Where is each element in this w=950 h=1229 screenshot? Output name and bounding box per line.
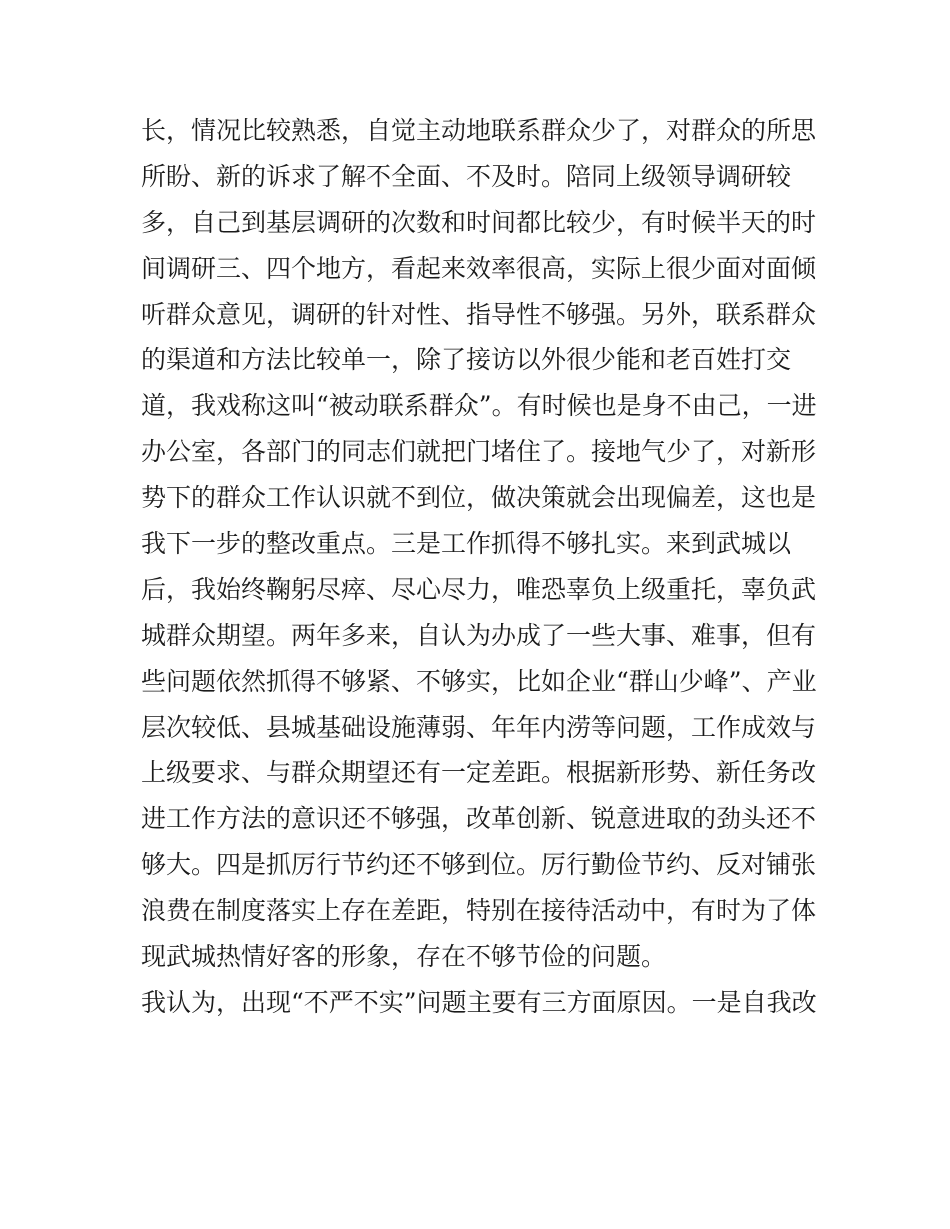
text-line: 上级要求、与群众期望还有一定差距。根据新形势、新任务改: [141, 758, 817, 788]
text-line: 办公室，各部门的同志们就把门堵住了。接地气少了，对新形: [141, 437, 817, 467]
text-line: 间调研三、四个地方，看起来效率很高，实际上很少面对面倾: [141, 253, 817, 283]
text-line: 城群众期望。两年多来，自认为办成了一些大事、难事，但有: [141, 620, 817, 650]
text-line: 长，情况比较熟悉，自觉主动地联系群众少了，对群众的所思: [141, 116, 817, 145]
body-text: [141, 108, 821, 1026]
text-line: 浪费在制度落实上存在差距，特别在接待活动中，有时为了体: [141, 896, 817, 926]
text-line: 道，我戏称这叫“被动联系群众”。有时候也是身不由己，一进: [141, 391, 817, 421]
text-line: 所盼、新的诉求了解不全面、不及时。陪同上级领导调研较: [141, 161, 792, 191]
text-line: 后，我始终鞠躬尽瘁、尽心尽力，唯恐辜负上级重托，辜负武: [141, 574, 817, 604]
text-line: 些问题依然抓得不够紧、不够实，比如企业“群山少峰”、产业: [141, 666, 817, 696]
text-line: 我下一步的整改重点。三是工作抓得不够扎实。来到武城以: [141, 529, 792, 559]
text-line: 进工作方法的意识还不够强，改革创新、锐意进取的劲头还不: [141, 804, 817, 834]
text-line: 层次较低、县城基础设施薄弱、年年内涝等问题，工作成效与: [141, 712, 817, 742]
text-line: 听群众意见，调研的针对性、指导性不够强。另外，联系群众: [141, 299, 817, 329]
text-line: 我认为，出现“不严不实”问题主要有三方面原因。一是自我改: [141, 987, 817, 1017]
text-line: 够大。四是抓厉行节约还不够到位。厉行勤俭节约、反对铺张: [141, 850, 817, 880]
text-line: 多，自己到基层调研的次数和时间都比较少，有时候半天的时: [141, 207, 817, 237]
text-line: 势下的群众工作认识就不到位，做决策就会出现偏差，这也是: [141, 483, 817, 513]
text-line: 现武城热情好客的形象，存在不够节俭的问题。: [141, 942, 667, 972]
text-line: 的渠道和方法比较单一，除了接访以外很少能和老百姓打交: [141, 345, 792, 375]
